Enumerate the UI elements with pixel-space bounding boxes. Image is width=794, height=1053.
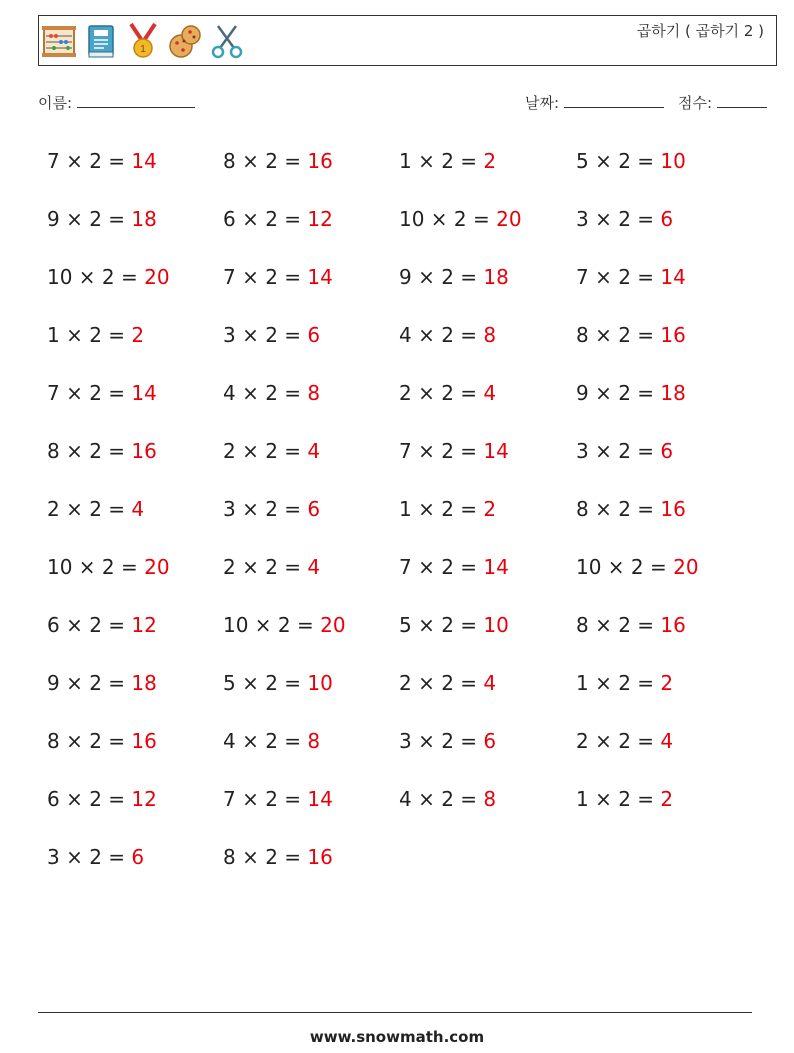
problem-question: 8 × 2 = bbox=[47, 439, 126, 463]
problem-answer: 6 bbox=[660, 439, 674, 463]
problem-answer: 18 bbox=[131, 207, 157, 231]
problem-question: 2 × 2 = bbox=[223, 439, 302, 463]
date-field[interactable] bbox=[525, 92, 664, 113]
problem-answer: 20 bbox=[144, 555, 170, 579]
problem-item bbox=[399, 141, 576, 199]
problem-question: 5 × 2 = bbox=[399, 613, 478, 637]
problem-answer: 16 bbox=[307, 845, 333, 869]
problem-answer: 2 bbox=[660, 671, 674, 695]
score-blank[interactable] bbox=[717, 93, 767, 108]
problem-item bbox=[576, 605, 752, 663]
student-fields bbox=[38, 92, 770, 116]
problem-question: 2 × 2 = bbox=[47, 497, 126, 521]
problem-answer: 4 bbox=[660, 729, 674, 753]
problem-item bbox=[47, 663, 223, 721]
problem-answer: 6 bbox=[660, 207, 674, 231]
problem-answer: 8 bbox=[307, 729, 321, 753]
problem-answer: 4 bbox=[483, 381, 497, 405]
worksheet-header bbox=[38, 15, 777, 66]
problem-answer: 16 bbox=[131, 439, 157, 463]
problem-item bbox=[223, 489, 399, 547]
problem-question: 10 × 2 = bbox=[399, 207, 490, 231]
problem-item bbox=[576, 199, 752, 257]
problem-question: 4 × 2 = bbox=[223, 729, 302, 753]
problem-question: 7 × 2 = bbox=[47, 381, 126, 405]
problem-question: 8 × 2 = bbox=[47, 729, 126, 753]
problem-answer: 16 bbox=[307, 149, 333, 173]
problem-answer: 20 bbox=[320, 613, 346, 637]
problem-item bbox=[399, 431, 576, 489]
problem-question: 1 × 2 = bbox=[576, 671, 655, 695]
problem-question: 3 × 2 = bbox=[399, 729, 478, 753]
problem-item bbox=[47, 199, 223, 257]
problem-answer: 16 bbox=[660, 497, 686, 521]
name-field[interactable] bbox=[38, 92, 195, 113]
problem-item bbox=[47, 373, 223, 431]
problem-answer: 14 bbox=[307, 265, 333, 289]
problem-grid bbox=[47, 141, 752, 895]
problem-item bbox=[576, 721, 752, 779]
problem-answer: 8 bbox=[483, 323, 497, 347]
problem-item bbox=[223, 373, 399, 431]
problem-item bbox=[399, 605, 576, 663]
problem-item bbox=[576, 431, 752, 489]
problem-question: 8 × 2 = bbox=[576, 497, 655, 521]
problem-item bbox=[399, 315, 576, 373]
name-label: 이름: bbox=[38, 94, 73, 112]
problem-item bbox=[47, 315, 223, 373]
problem-question: 5 × 2 = bbox=[223, 671, 302, 695]
problem-answer: 18 bbox=[483, 265, 509, 289]
problem-question: 10 × 2 = bbox=[576, 555, 667, 579]
problem-answer: 6 bbox=[307, 323, 321, 347]
problem-answer: 18 bbox=[660, 381, 686, 405]
problem-answer: 20 bbox=[496, 207, 522, 231]
problem-item bbox=[47, 721, 223, 779]
problem-question: 2 × 2 = bbox=[399, 671, 478, 695]
problem-question: 7 × 2 = bbox=[576, 265, 655, 289]
problem-item bbox=[399, 489, 576, 547]
problem-answer: 14 bbox=[131, 381, 157, 405]
problem-answer: 8 bbox=[307, 381, 321, 405]
medal-icon bbox=[126, 22, 160, 60]
problem-question: 7 × 2 = bbox=[399, 555, 478, 579]
problem-answer: 6 bbox=[307, 497, 321, 521]
problem-item bbox=[223, 315, 399, 373]
problem-question: 2 × 2 = bbox=[576, 729, 655, 753]
problem-answer: 14 bbox=[483, 555, 509, 579]
problem-item bbox=[223, 779, 399, 837]
problem-answer: 2 bbox=[483, 497, 497, 521]
problem-question: 5 × 2 = bbox=[576, 149, 655, 173]
problem-question: 8 × 2 = bbox=[576, 323, 655, 347]
problem-question: 10 × 2 = bbox=[223, 613, 314, 637]
problem-item bbox=[47, 837, 223, 895]
problem-question: 8 × 2 = bbox=[576, 613, 655, 637]
problem-question: 1 × 2 = bbox=[399, 149, 478, 173]
problem-answer: 16 bbox=[131, 729, 157, 753]
problem-answer: 20 bbox=[144, 265, 170, 289]
problem-item bbox=[47, 431, 223, 489]
problem-question: 1 × 2 = bbox=[47, 323, 126, 347]
problem-item bbox=[223, 663, 399, 721]
problem-question: 7 × 2 = bbox=[223, 265, 302, 289]
problem-answer: 10 bbox=[660, 149, 686, 173]
problem-item bbox=[223, 431, 399, 489]
problem-question: 7 × 2 = bbox=[399, 439, 478, 463]
problem-question: 2 × 2 = bbox=[399, 381, 478, 405]
problem-answer: 6 bbox=[483, 729, 497, 753]
problem-item bbox=[47, 779, 223, 837]
problem-item bbox=[223, 547, 399, 605]
problem-question: 9 × 2 = bbox=[47, 207, 126, 231]
problem-item bbox=[47, 489, 223, 547]
problem-question: 7 × 2 = bbox=[47, 149, 126, 173]
problem-question: 3 × 2 = bbox=[576, 439, 655, 463]
problem-answer: 10 bbox=[483, 613, 509, 637]
name-blank[interactable] bbox=[77, 93, 195, 108]
problem-item bbox=[576, 489, 752, 547]
problem-item bbox=[399, 721, 576, 779]
problem-answer: 18 bbox=[131, 671, 157, 695]
problem-answer: 10 bbox=[307, 671, 333, 695]
svg-text:1: 1 bbox=[140, 44, 146, 55]
problem-answer: 2 bbox=[660, 787, 674, 811]
problem-item bbox=[223, 199, 399, 257]
problem-item bbox=[576, 315, 752, 373]
cookie-icon bbox=[168, 22, 202, 60]
problem-question: 6 × 2 = bbox=[47, 787, 126, 811]
problem-question: 6 × 2 = bbox=[47, 613, 126, 637]
abacus-icon bbox=[42, 22, 76, 60]
problem-question: 2 × 2 = bbox=[223, 555, 302, 579]
problem-answer: 2 bbox=[131, 323, 145, 347]
problem-answer: 16 bbox=[660, 323, 686, 347]
problem-answer: 4 bbox=[483, 671, 497, 695]
footer-url: www.snowmath.com bbox=[309, 1028, 485, 1046]
problem-answer: 16 bbox=[660, 613, 686, 637]
problem-answer: 4 bbox=[307, 439, 321, 463]
problem-answer: 14 bbox=[660, 265, 686, 289]
problem-question: 9 × 2 = bbox=[576, 381, 655, 405]
problem-answer: 4 bbox=[307, 555, 321, 579]
problem-item bbox=[47, 605, 223, 663]
book-icon bbox=[84, 22, 118, 60]
problem-item bbox=[399, 779, 576, 837]
problem-item bbox=[47, 547, 223, 605]
problem-answer: 14 bbox=[131, 149, 157, 173]
problem-item bbox=[399, 199, 576, 257]
problem-item bbox=[576, 663, 752, 721]
problem-item bbox=[223, 257, 399, 315]
problem-question: 6 × 2 = bbox=[223, 207, 302, 231]
problem-question: 8 × 2 = bbox=[223, 845, 302, 869]
problem-question: 1 × 2 = bbox=[399, 497, 478, 521]
header-icons bbox=[42, 22, 244, 60]
problem-question: 1 × 2 = bbox=[576, 787, 655, 811]
problem-item bbox=[576, 779, 752, 837]
problem-item bbox=[576, 373, 752, 431]
problem-item bbox=[576, 547, 752, 605]
problem-item bbox=[576, 141, 752, 199]
problem-answer: 12 bbox=[307, 207, 333, 231]
problem-answer: 4 bbox=[131, 497, 145, 521]
score-label: 점수: bbox=[678, 94, 713, 112]
problem-item bbox=[47, 257, 223, 315]
problem-question: 4 × 2 = bbox=[399, 787, 478, 811]
problem-item bbox=[399, 663, 576, 721]
problem-question: 3 × 2 = bbox=[223, 323, 302, 347]
problem-answer: 14 bbox=[483, 439, 509, 463]
problem-question: 3 × 2 = bbox=[47, 845, 126, 869]
problem-question: 4 × 2 = bbox=[399, 323, 478, 347]
problem-item bbox=[223, 141, 399, 199]
score-field[interactable] bbox=[678, 92, 767, 113]
problem-answer: 8 bbox=[483, 787, 497, 811]
date-label: 날짜: bbox=[525, 94, 560, 112]
worksheet-title: 곱하기 ( 곱하기 2 ) bbox=[636, 22, 764, 40]
problem-answer: 12 bbox=[131, 613, 157, 637]
problem-answer: 2 bbox=[483, 149, 497, 173]
problem-question: 10 × 2 = bbox=[47, 265, 138, 289]
problem-question: 10 × 2 = bbox=[47, 555, 138, 579]
problem-item bbox=[399, 547, 576, 605]
problem-question: 3 × 2 = bbox=[223, 497, 302, 521]
problem-question: 3 × 2 = bbox=[576, 207, 655, 231]
problem-item bbox=[399, 257, 576, 315]
problem-item bbox=[47, 141, 223, 199]
problem-answer: 6 bbox=[131, 845, 145, 869]
problem-item bbox=[223, 837, 399, 895]
footer-divider bbox=[38, 1012, 752, 1013]
problem-answer: 12 bbox=[131, 787, 157, 811]
problem-answer: 14 bbox=[307, 787, 333, 811]
problem-item bbox=[576, 257, 752, 315]
problem-item bbox=[223, 721, 399, 779]
problem-item bbox=[223, 605, 399, 663]
problem-answer: 20 bbox=[673, 555, 699, 579]
problem-question: 4 × 2 = bbox=[223, 381, 302, 405]
date-blank[interactable] bbox=[564, 93, 664, 108]
problem-question: 9 × 2 = bbox=[47, 671, 126, 695]
scissors-icon bbox=[210, 22, 244, 60]
problem-item bbox=[399, 373, 576, 431]
problem-question: 7 × 2 = bbox=[223, 787, 302, 811]
problem-question: 8 × 2 = bbox=[223, 149, 302, 173]
problem-question: 9 × 2 = bbox=[399, 265, 478, 289]
